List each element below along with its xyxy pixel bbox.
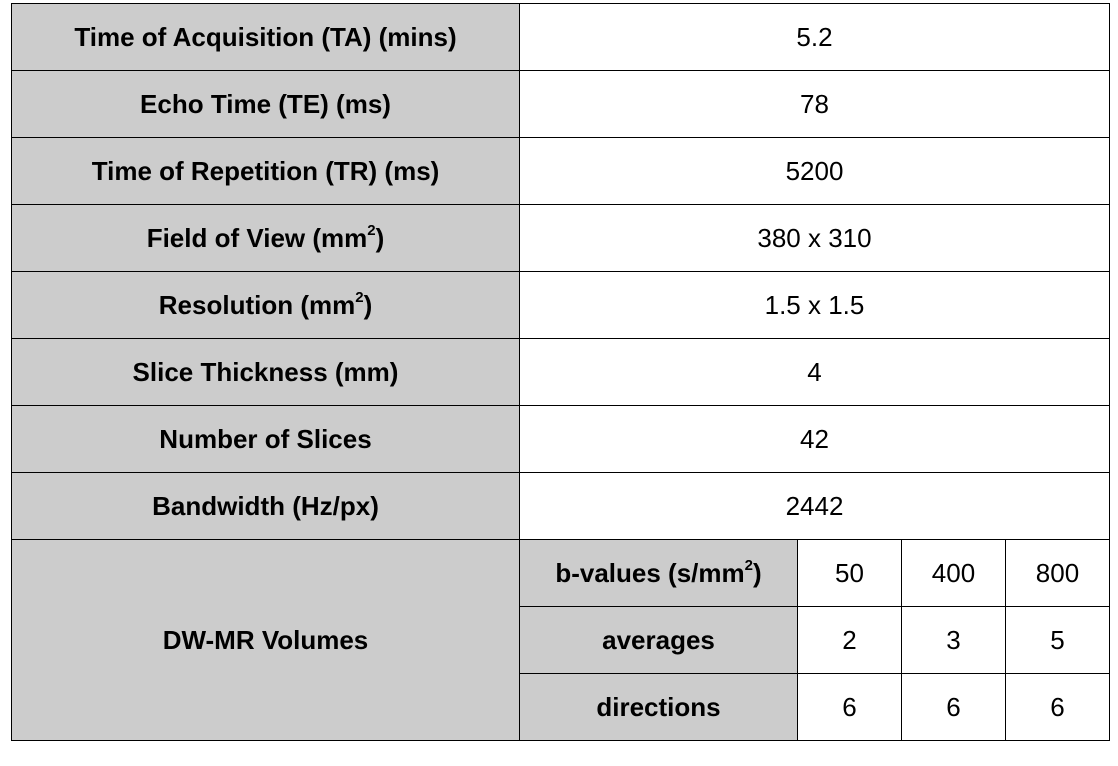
table-row [12, 473, 1110, 540]
row-value: 4 [520, 339, 1110, 406]
row-label: Bandwidth (Hz/px) [12, 473, 520, 540]
row-label: Echo Time (TE) (ms) [12, 71, 520, 138]
row-label [12, 205, 520, 272]
row-value: 5200 [520, 138, 1110, 205]
averages-label: averages [520, 607, 798, 674]
row-label: Number of Slices [12, 406, 520, 473]
table-row [12, 71, 1110, 138]
dw-bvalues-row [12, 540, 1110, 607]
directions-cell: 6 [798, 674, 902, 741]
table-row [12, 406, 1110, 473]
superscript: 2 [367, 221, 376, 239]
directions-cell: 6 [1006, 674, 1110, 741]
label-text: Resolution (mm [158, 289, 356, 320]
averages-cell: 5 [1006, 607, 1110, 674]
label-text: Field of View (mm [146, 222, 368, 253]
table-row [12, 339, 1110, 406]
table-row [12, 272, 1110, 339]
bvalues-label [520, 540, 798, 607]
row-value: 380 x 310 [520, 205, 1110, 272]
label-end: ) [752, 557, 762, 588]
bvalue-cell: 50 [798, 540, 902, 607]
row-value: 78 [520, 71, 1110, 138]
row-label: Slice Thickness (mm) [12, 339, 520, 406]
bvalue-cell: 800 [1006, 540, 1110, 607]
table-row [12, 138, 1110, 205]
row-label: Time of Acquisition (TA) (mins) [12, 4, 520, 71]
row-value: 1.5 x 1.5 [520, 272, 1110, 339]
row-value: 5.2 [520, 4, 1110, 71]
directions-label: directions [520, 674, 798, 741]
row-label [12, 272, 520, 339]
mri-parameters-table [11, 3, 1110, 741]
label-end: ) [363, 289, 373, 320]
table-row [12, 205, 1110, 272]
table-row [12, 4, 1110, 71]
directions-cell: 6 [902, 674, 1006, 741]
row-label: Time of Repetition (TR) (ms) [12, 138, 520, 205]
averages-cell: 3 [902, 607, 1006, 674]
row-value: 42 [520, 406, 1110, 473]
bvalue-cell: 400 [902, 540, 1006, 607]
label-end: ) [375, 222, 385, 253]
superscript: 2 [744, 556, 753, 574]
dw-volumes-label: DW-MR Volumes [12, 540, 520, 741]
averages-cell: 2 [798, 607, 902, 674]
row-value: 2442 [520, 473, 1110, 540]
superscript: 2 [355, 288, 364, 306]
label-text: b-values (s/mm [555, 557, 745, 588]
